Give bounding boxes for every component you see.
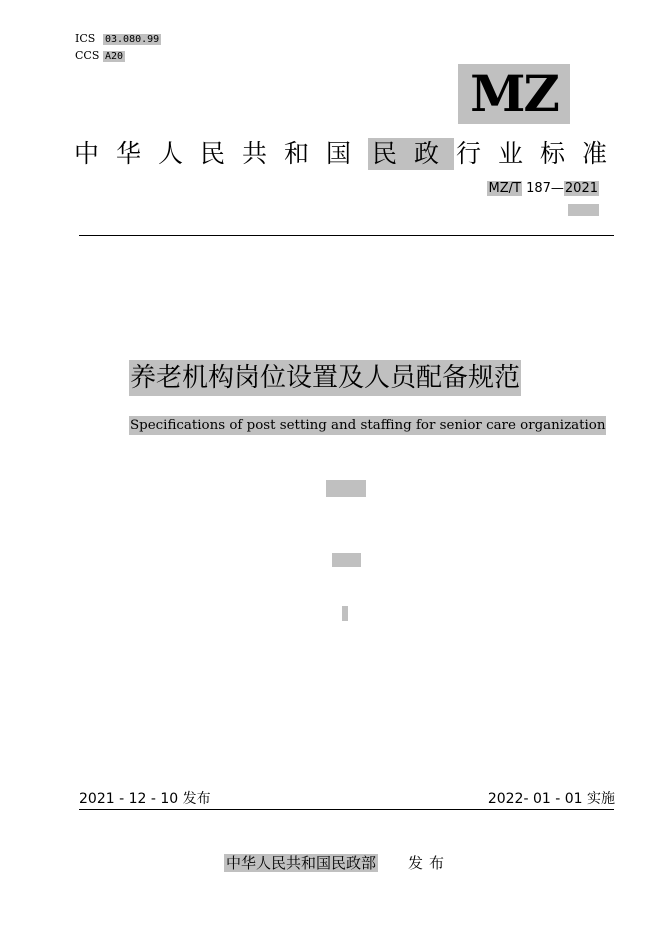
ccs-row	[75, 49, 125, 64]
title-char: 准	[582, 139, 608, 168]
placeholder-block	[342, 606, 348, 621]
std-prefix: MZ/T	[488, 181, 521, 196]
std-dash: —	[550, 181, 564, 196]
issue-action: 发布	[408, 854, 451, 872]
title-char: 和	[284, 139, 310, 168]
title-char: 华	[116, 139, 142, 168]
title-char: 标	[540, 139, 566, 168]
title-char: 民	[372, 139, 398, 168]
footer-divider	[79, 809, 614, 810]
std-year: 2021	[564, 181, 598, 196]
standard-category-title	[74, 138, 614, 170]
title-char: 中	[74, 139, 100, 168]
document-title-english: Specifications of post setting and staffing for senior care organization	[130, 418, 606, 433]
title-char: 人	[158, 139, 184, 168]
title-char: 国	[326, 139, 352, 168]
issuer-line	[224, 853, 450, 873]
title-char: 政	[414, 139, 440, 168]
ics-code: 03.080.99	[105, 34, 160, 45]
header-divider	[79, 235, 614, 236]
title-char: 共	[242, 139, 268, 168]
title-char: 民	[200, 139, 226, 168]
issuing-organization: 中华人民共和国民政部	[226, 854, 377, 872]
std-number: 187	[526, 181, 551, 196]
placeholder-block	[326, 480, 366, 497]
placeholder-block	[332, 553, 361, 567]
mz-logo: MZ	[458, 64, 570, 124]
publish-date: 2021 - 12 - 10 发布	[79, 791, 211, 807]
title-char: 业	[498, 139, 524, 168]
ics-row	[75, 32, 161, 47]
standard-number	[487, 180, 599, 197]
ccs-code: A20	[105, 51, 124, 62]
ccs-label: CCS	[75, 49, 100, 62]
title-char: 行	[456, 139, 482, 168]
document-title-chinese: 养老机构岗位设置及人员配备规范	[129, 360, 521, 396]
ics-label: ICS	[75, 32, 96, 45]
replaced-standard-placeholder	[568, 204, 599, 216]
implement-date: 2022- 01 - 01 实施	[487, 791, 615, 807]
